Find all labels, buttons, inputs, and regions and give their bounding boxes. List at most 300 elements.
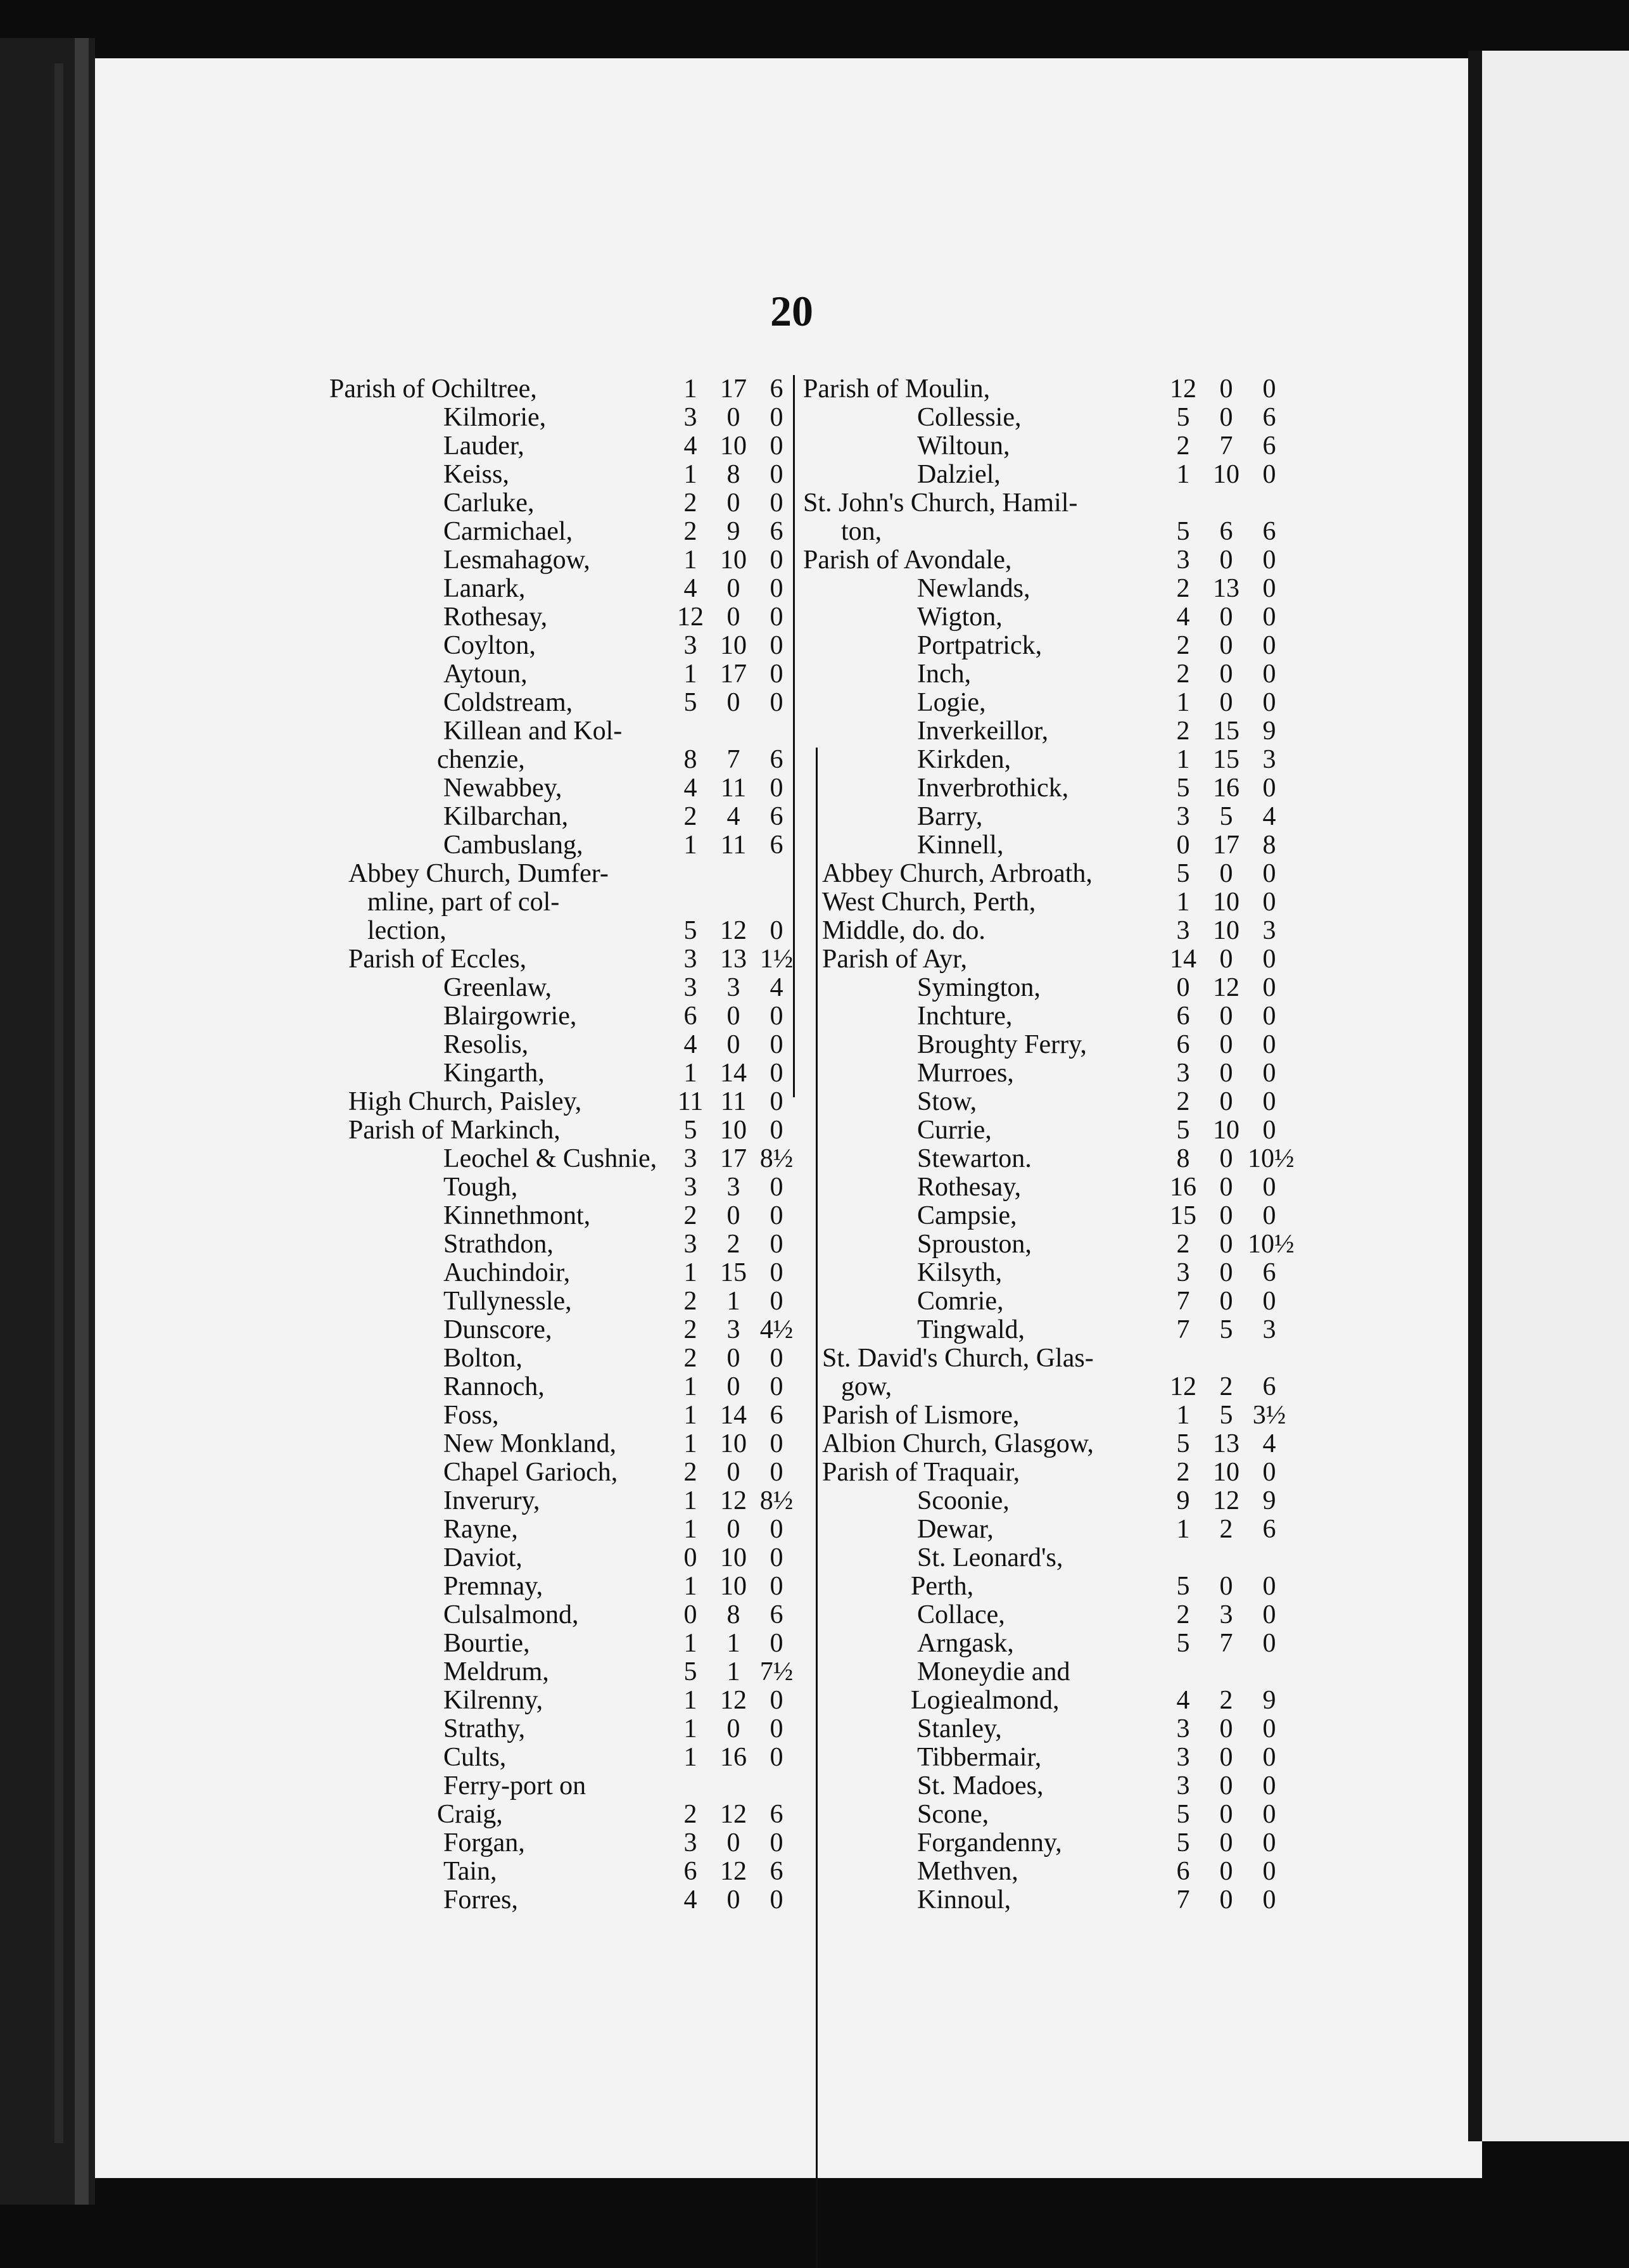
entry-name: Collessie, [917, 403, 1022, 432]
list-item [329, 1287, 798, 1316]
entry-name: New Monkland, [443, 1429, 616, 1458]
entry-name: Cambuslang, [443, 831, 583, 860]
entry-name: Strathdon, [443, 1230, 554, 1259]
pounds-value: 8 [1176, 1144, 1190, 1173]
list-item [803, 375, 1291, 404]
list-item [329, 1743, 798, 1772]
entry-name: Parish of Eccles, [348, 945, 527, 974]
pence-value: 0 [770, 1287, 783, 1316]
pounds-value: 5 [1176, 1429, 1190, 1458]
pence-value: 0 [1262, 659, 1276, 689]
list-item [329, 546, 798, 575]
pence-value: 0 [770, 774, 783, 803]
shillings-value: 10 [720, 1543, 747, 1572]
shillings-value: 15 [1213, 745, 1239, 774]
shillings-value: 0 [1219, 1714, 1233, 1743]
pence-value: 6 [770, 517, 783, 546]
pence-value: 0 [770, 1743, 783, 1772]
list-item [803, 1829, 1291, 1857]
pounds-value: 2 [683, 488, 697, 518]
entry-name: Forres, [443, 1885, 518, 1914]
shillings-value: 2 [1219, 1372, 1233, 1401]
entry-name: Sprouston, [917, 1230, 1032, 1259]
pounds-value: 3 [1176, 1258, 1190, 1287]
shillings-value: 7 [726, 745, 740, 774]
shillings-value: 8 [726, 460, 740, 489]
page-number: 20 [770, 287, 813, 335]
list-item [329, 1658, 798, 1686]
pounds-value: 6 [683, 1857, 697, 1886]
pence-value: 3 [1262, 745, 1276, 774]
pence-value: 0 [1262, 1572, 1276, 1601]
pounds-value: 1 [1176, 888, 1190, 917]
pounds-value: 6 [1176, 1030, 1190, 1059]
entry-name: Tingwald, [917, 1315, 1025, 1344]
pounds-value: 2 [1176, 1600, 1190, 1629]
list-item [803, 1544, 1291, 1572]
pounds-value: 1 [683, 374, 697, 404]
list-item [803, 860, 1291, 888]
entry-name: St. Madoes, [917, 1771, 1044, 1800]
list-item [329, 1401, 798, 1430]
entry-name: Forgan, [443, 1828, 525, 1857]
facing-page [1482, 51, 1629, 2141]
list-item [803, 1059, 1291, 1088]
pence-value: 0 [1262, 688, 1276, 717]
shillings-value: 10 [1213, 1458, 1239, 1487]
pounds-value: 4 [683, 774, 697, 803]
pounds-value: 1 [1176, 745, 1190, 774]
entry-name: Currie, [917, 1116, 992, 1145]
pounds-value: 1 [1176, 688, 1190, 717]
pounds-value: 2 [683, 1458, 697, 1487]
pence-value: 0 [770, 1629, 783, 1658]
pence-value: 0 [1262, 1059, 1276, 1088]
entry-name: Daviot, [443, 1543, 523, 1572]
list-item [803, 1800, 1291, 1829]
entry-name: Broughty Ferry, [917, 1030, 1087, 1059]
entry-name: Inverury, [443, 1486, 540, 1515]
list-item [329, 375, 798, 404]
shillings-value: 3 [1219, 1600, 1233, 1629]
entry-name: Kilsyth, [917, 1258, 1003, 1287]
shillings-value: 1 [726, 1287, 740, 1316]
list-item [329, 1857, 798, 1886]
list-item [803, 461, 1291, 489]
shillings-value: 0 [726, 1201, 740, 1230]
list-item [803, 632, 1291, 660]
shillings-value: 0 [1219, 688, 1233, 717]
shillings-value: 5 [1219, 802, 1233, 831]
pence-value: 0 [1262, 1828, 1276, 1857]
pounds-value: 0 [1176, 973, 1190, 1002]
entry-name: Collace, [917, 1600, 1005, 1629]
list-item [803, 974, 1291, 1002]
list-item [803, 432, 1291, 461]
list-item [329, 461, 798, 489]
entry-name: Craig, [437, 1800, 503, 1829]
pounds-value: 8 [683, 745, 697, 774]
list-item [329, 1629, 798, 1658]
shillings-value: 10 [720, 1429, 747, 1458]
entry-name: Lauder, [443, 431, 524, 461]
pence-value: 3½ [1252, 1401, 1286, 1430]
entry-name: Stanley, [917, 1714, 1002, 1743]
entry-name: Tullynessle, [443, 1287, 572, 1316]
pounds-value: 3 [683, 973, 697, 1002]
pence-value: 0 [770, 1002, 783, 1031]
entry-name: Abbey Church, Arbroath, [822, 859, 1093, 888]
pounds-value: 7 [1176, 1287, 1190, 1316]
entry-name: Parish of Ochiltree, [329, 374, 537, 404]
shillings-value: 2 [1219, 1515, 1233, 1544]
pounds-value: 2 [683, 1201, 697, 1230]
pounds-value: 3 [683, 631, 697, 660]
pence-value: 0 [770, 916, 783, 945]
list-item [803, 575, 1291, 603]
shillings-value: 2 [726, 1230, 740, 1259]
shillings-value: 16 [1213, 774, 1239, 803]
list-item [329, 888, 798, 917]
list-item [329, 1088, 798, 1116]
pence-value: 6 [770, 1401, 783, 1430]
pounds-value: 1 [683, 1515, 697, 1544]
pounds-value: 3 [1176, 1714, 1190, 1743]
entry-name: Culsalmond, [443, 1600, 579, 1629]
shillings-value: 0 [726, 488, 740, 518]
shillings-value: 3 [726, 973, 740, 1002]
pence-value: 6 [1262, 1372, 1276, 1401]
entry-name: Dalziel, [917, 460, 1001, 489]
shillings-value: 11 [720, 774, 747, 803]
pounds-value: 2 [683, 1344, 697, 1373]
pence-value: 6 [1262, 431, 1276, 461]
list-item [329, 1059, 798, 1088]
entry-name: St. John's Church, Hamil- [803, 488, 1078, 518]
pounds-value: 4 [683, 431, 697, 461]
entry-name: Carmichael, [443, 517, 573, 546]
pence-value: 7½ [759, 1657, 794, 1686]
pence-value: 0 [770, 1429, 783, 1458]
pence-value: 4½ [759, 1315, 794, 1344]
shillings-value: 0 [1219, 1743, 1233, 1772]
entry-name: Tough, [443, 1173, 518, 1202]
list-item [329, 632, 798, 660]
shillings-value: 2 [1219, 1686, 1233, 1715]
pence-value: 0 [770, 1230, 783, 1259]
list-item [803, 1743, 1291, 1772]
pence-value: 0 [1262, 859, 1276, 888]
entry-name: Stow, [917, 1087, 977, 1116]
book-edge [0, 38, 95, 2205]
right-column [803, 374, 1295, 1914]
shillings-value: 12 [720, 916, 747, 945]
pence-value: 0 [770, 1372, 783, 1401]
pounds-value: 2 [1176, 659, 1190, 689]
pounds-value: 2 [683, 1315, 697, 1344]
entry-name: Symington, [917, 973, 1041, 1002]
list-item [329, 518, 798, 546]
entry-name: Meldrum, [443, 1657, 549, 1686]
pounds-value: 3 [683, 1230, 697, 1259]
entry-name: ton, [841, 517, 882, 546]
entry-name: Bourtie, [443, 1629, 530, 1658]
pounds-value: 4 [1176, 602, 1190, 632]
list-item [329, 660, 798, 689]
pence-value: 0 [1262, 574, 1276, 603]
pounds-value: 7 [1176, 1315, 1190, 1344]
list-item [803, 1658, 1291, 1686]
pounds-value: 2 [1176, 574, 1190, 603]
list-item [803, 1487, 1291, 1515]
pence-value: 0 [770, 688, 783, 717]
entry-name: Kilmorie, [443, 403, 547, 432]
shillings-value: 9 [726, 517, 740, 546]
pence-value: 0 [1262, 1173, 1276, 1202]
list-item [329, 1259, 798, 1287]
list-item [329, 774, 798, 803]
shillings-value: 15 [1213, 717, 1239, 746]
entry-name: Tibbermair, [917, 1743, 1042, 1772]
shillings-value: 7 [1219, 431, 1233, 461]
pence-value: 8½ [759, 1486, 794, 1515]
shillings-value: 15 [720, 1258, 747, 1287]
list-item [329, 1544, 798, 1572]
pounds-value: 5 [1176, 517, 1190, 546]
pence-value: 10½ [1248, 1144, 1295, 1173]
list-item [329, 603, 798, 632]
pounds-value: 1 [1176, 460, 1190, 489]
pounds-value: 1 [683, 1429, 697, 1458]
list-item [803, 1344, 1291, 1373]
pounds-value: 2 [683, 1800, 697, 1829]
pence-value: 0 [1262, 1600, 1276, 1629]
pounds-value: 15 [1170, 1201, 1196, 1230]
pence-value: 0 [770, 1059, 783, 1088]
list-item [329, 1116, 798, 1145]
list-item [803, 1772, 1291, 1800]
shillings-value: 8 [726, 1600, 740, 1629]
shillings-value: 11 [720, 831, 747, 860]
list-item [803, 1116, 1291, 1145]
pence-value: 0 [770, 1572, 783, 1601]
pence-value: 0 [1262, 1743, 1276, 1772]
shillings-value: 12 [1213, 1486, 1239, 1515]
entry-name: St. David's Church, Glas- [822, 1344, 1094, 1373]
list-item [803, 546, 1291, 575]
shillings-value: 4 [726, 802, 740, 831]
pence-value: 0 [1262, 374, 1276, 404]
list-item [329, 1515, 798, 1544]
pounds-value: 5 [1176, 1800, 1190, 1829]
pounds-value: 5 [1176, 1629, 1190, 1658]
pence-value: 0 [770, 460, 783, 489]
entry-name: Abbey Church, Dumfer- [348, 859, 609, 888]
pounds-value: 0 [683, 1600, 697, 1629]
entry-name: Auchindoir, [443, 1258, 571, 1287]
pence-value: 6 [770, 374, 783, 404]
pounds-value: 5 [683, 688, 697, 717]
pence-value: 0 [1262, 1287, 1276, 1316]
shillings-value: 0 [726, 403, 740, 432]
shillings-value: 0 [1219, 1087, 1233, 1116]
pence-value: 0 [1262, 1002, 1276, 1031]
pounds-value: 5 [683, 1116, 697, 1145]
pence-value: 8½ [759, 1144, 794, 1173]
list-item [329, 1430, 798, 1458]
left-column [329, 375, 798, 1914]
entry-name: Wiltoun, [917, 431, 1010, 461]
pence-value: 0 [1262, 631, 1276, 660]
pence-value: 0 [770, 1087, 783, 1116]
list-item [803, 1088, 1291, 1116]
entry-name: Parish of Markinch, [348, 1116, 561, 1145]
entry-name: Parish of Traquair, [822, 1458, 1020, 1487]
entry-name: Lesmahagow, [443, 545, 590, 575]
shillings-value: 0 [1219, 1258, 1233, 1287]
pounds-value: 5 [1176, 859, 1190, 888]
pounds-value: 5 [1176, 403, 1190, 432]
pounds-value: 1 [683, 1258, 697, 1287]
pence-value: 0 [1262, 1458, 1276, 1487]
pence-value: 0 [1262, 1714, 1276, 1743]
list-item [329, 917, 798, 945]
list-item [803, 1686, 1291, 1715]
shillings-value: 0 [726, 688, 740, 717]
pounds-value: 2 [1176, 1087, 1190, 1116]
column-rule [816, 748, 818, 2268]
entry-name: Newlands, [917, 574, 1030, 603]
entry-name: mline, part of col- [367, 888, 560, 917]
list-item [803, 1031, 1291, 1059]
shillings-value: 0 [726, 1372, 740, 1401]
shillings-value: 0 [726, 574, 740, 603]
shillings-value: 13 [1213, 1429, 1239, 1458]
entry-name: Chapel Garioch, [443, 1458, 618, 1487]
list-item [803, 1173, 1291, 1202]
entry-name: gow, [841, 1372, 892, 1401]
pence-value: 0 [770, 659, 783, 689]
entry-name: Cults, [443, 1743, 507, 1772]
entry-name: Rothesay, [917, 1173, 1022, 1202]
entry-name: Forgandenny, [917, 1828, 1062, 1857]
pence-value: 0 [1262, 1629, 1276, 1658]
pence-value: 0 [770, 1543, 783, 1572]
list-item [329, 1572, 798, 1601]
pence-value: 6 [770, 1800, 783, 1829]
pence-value: 6 [770, 802, 783, 831]
list-item [329, 1686, 798, 1715]
pounds-value: 3 [1176, 1059, 1190, 1088]
shillings-value: 11 [720, 1087, 747, 1116]
pounds-value: 5 [1176, 774, 1190, 803]
shillings-value: 0 [1219, 631, 1233, 660]
list-item [803, 831, 1291, 860]
entry-name: Inverkeillor, [917, 717, 1049, 746]
list-item [329, 1458, 798, 1487]
list-item [803, 1430, 1291, 1458]
shillings-value: 0 [1219, 1572, 1233, 1601]
pence-value: 0 [1262, 1087, 1276, 1116]
list-item [803, 603, 1291, 632]
shillings-value: 17 [720, 374, 747, 404]
pence-value: 6 [1262, 1515, 1276, 1544]
entry-name: Kilrenny, [443, 1686, 543, 1715]
pounds-value: 1 [683, 1714, 697, 1743]
pence-value: 0 [770, 1686, 783, 1715]
entry-name: Rayne, [443, 1515, 518, 1544]
list-item [803, 489, 1291, 518]
entry-name: West Church, Perth, [822, 888, 1036, 917]
list-item [803, 803, 1291, 831]
list-item [329, 1145, 798, 1173]
shillings-value: 3 [726, 1315, 740, 1344]
list-item [803, 1629, 1291, 1658]
pence-value: 4 [770, 973, 783, 1002]
pence-value: 0 [770, 1173, 783, 1202]
list-item [803, 1230, 1295, 1259]
list-item [803, 1458, 1291, 1487]
shillings-value: 10 [720, 431, 747, 461]
list-item [329, 1173, 798, 1202]
pence-value: 6 [1262, 1258, 1276, 1287]
pence-value: 6 [1262, 403, 1276, 432]
pence-value: 0 [1262, 602, 1276, 632]
entry-name: Inchture, [917, 1002, 1013, 1031]
pounds-value: 2 [683, 1287, 697, 1316]
pounds-value: 3 [1176, 802, 1190, 831]
pence-value: 0 [770, 631, 783, 660]
entry-name: Arngask, [917, 1629, 1014, 1658]
pence-value: 0 [770, 1828, 783, 1857]
shillings-value: 0 [1219, 1002, 1233, 1031]
entry-name: Campsie, [917, 1201, 1017, 1230]
list-item [803, 1401, 1291, 1430]
entry-name: Wigton, [917, 602, 1003, 632]
entry-name: Scone, [917, 1800, 989, 1829]
pence-value: 0 [770, 431, 783, 461]
shillings-value: 0 [726, 1344, 740, 1373]
shillings-value: 10 [1213, 1116, 1239, 1145]
pence-value: 6 [770, 1857, 783, 1886]
pence-value: 0 [1262, 1030, 1276, 1059]
entry-name: St. Leonard's, [917, 1543, 1063, 1572]
list-item [803, 1002, 1291, 1031]
pence-value: 0 [770, 1714, 783, 1743]
entry-name: Dewar, [917, 1515, 994, 1544]
pence-value: 0 [770, 1458, 783, 1487]
list-item [803, 1259, 1291, 1287]
pence-value: 6 [770, 831, 783, 860]
entry-name: Dunscore, [443, 1315, 552, 1344]
list-item [329, 1829, 798, 1857]
shillings-value: 0 [1219, 1059, 1233, 1088]
pounds-value: 5 [683, 916, 697, 945]
pounds-value: 1 [1176, 1401, 1190, 1430]
pence-value: 0 [1262, 1116, 1276, 1145]
shillings-value: 12 [720, 1857, 747, 1886]
entry-name: chenzie, [437, 745, 525, 774]
pounds-value: 1 [683, 1401, 697, 1430]
entry-name: Inverbrothick, [917, 774, 1069, 803]
pence-value: 4 [1262, 802, 1276, 831]
shillings-value: 0 [726, 1885, 740, 1914]
entry-name: Kilbarchan, [443, 802, 569, 831]
shillings-value: 13 [720, 945, 747, 974]
pounds-value: 2 [1176, 431, 1190, 461]
pounds-value: 5 [1176, 1572, 1190, 1601]
shillings-value: 16 [720, 1743, 747, 1772]
